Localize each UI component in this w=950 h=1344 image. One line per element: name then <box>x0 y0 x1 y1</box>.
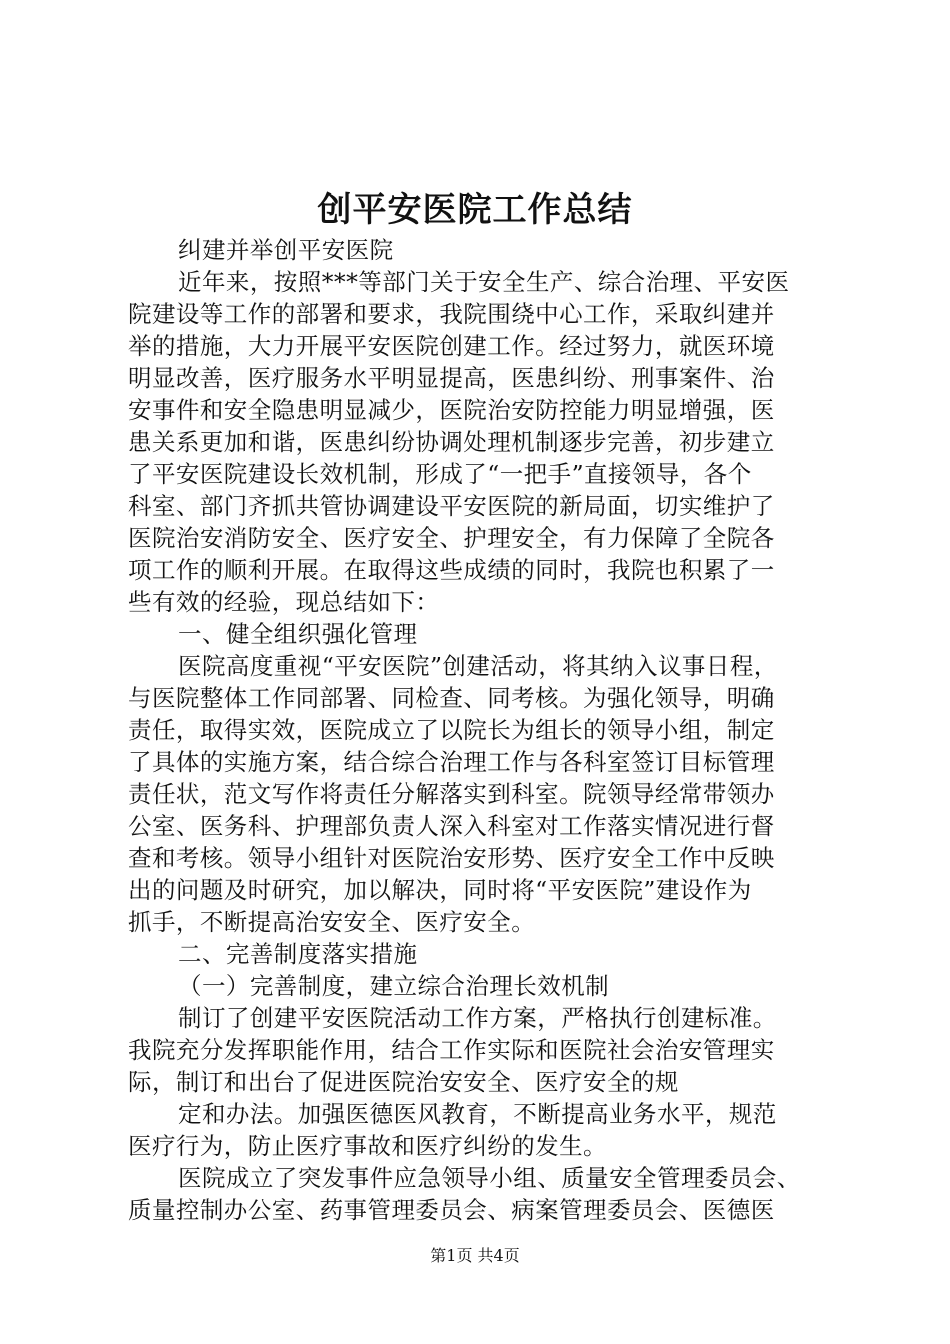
text-line: 质量控制办公室、药事管理委员会、病案管理委员会、医德医 <box>128 1196 775 1224</box>
subsection-heading: （一）完善制度，建立综合治理长效机制 <box>178 972 610 1000</box>
text-line: 患关系更加和谐，医患纠纷协调处理机制逐步完善，初步建立 <box>128 428 775 456</box>
page-footer: 第1页 共4页 <box>430 1246 520 1265</box>
text-line: 了具体的实施方案，结合综合治理工作与各科室签订目标管理 <box>128 748 775 776</box>
text-line: 举的措施，大力开展平安医院创建工作。经过努力，就医环境 <box>128 332 775 360</box>
text-line: 制订了创建平安医院活动工作方案，严格执行创建标准。 <box>178 1004 777 1032</box>
text-line: 我院充分发挥职能作用，结合工作实际和医院社会治安管理实 <box>128 1036 775 1064</box>
text-line: 些有效的经验，现总结如下： <box>128 588 440 616</box>
text-line: 定和办法。加强医德医风教育，不断提高业务水平，规范 <box>178 1100 777 1128</box>
text-line: 了平安医院建设长效机制，形成了“一把手”直接领导，各个 <box>128 460 752 488</box>
text-line: 责任状，范文写作将责任分解落实到科室。院领导经常带领办 <box>128 780 775 808</box>
text-line: 明显改善，医疗服务水平明显提高，医患纠纷、刑事案件、治 <box>128 364 775 392</box>
text-line: 近年来，按照***等部门关于安全生产、综合治理、平安医 <box>178 268 790 296</box>
text-line: 医疗行为，防止医疗事故和医疗纠纷的发生。 <box>128 1132 607 1160</box>
text-line: 公室、医务科、护理部负责人深入科室对工作落实情况进行督 <box>128 812 775 840</box>
text-line: 查和考核。领导小组针对医院治安形势、医疗安全工作中反映 <box>128 844 775 872</box>
document-title: 创平安医院工作总结 <box>317 190 633 230</box>
text-line: 与医院整体工作同部署、同检查、同考核。为强化领导，明确 <box>128 684 775 712</box>
text-line: 抓手，不断提高治安安全、医疗安全。 <box>128 908 536 936</box>
text-line: 责任，取得实效，医院成立了以院长为组长的领导小组，制定 <box>128 716 775 744</box>
text-line: 科室、部门齐抓共管协调建设平安医院的新局面，切实维护了 <box>128 492 775 520</box>
text-line: 纠建并举创平安医院 <box>178 236 394 264</box>
text-line: 医院治安消防安全、医疗安全、护理安全，有力保障了全院各 <box>128 524 775 552</box>
text-line: 项工作的顺利开展。在取得这些成绩的同时，我院也积累了一 <box>128 556 775 584</box>
text-line: 医院成立了突发事件应急领导小组、质量安全管理委员会、 <box>178 1164 801 1192</box>
document-body <box>128 234 828 1226</box>
section-heading: 二、完善制度落实措施 <box>178 940 418 968</box>
text-line: 医院高度重视“平安医院”创建活动，将其纳入议事日程， <box>178 652 778 680</box>
text-line: 安事件和安全隐患明显减少，医院治安防控能力明显增强，医 <box>128 396 775 424</box>
text-line: 院建设等工作的部署和要求，我院围绕中心工作，采取纠建并 <box>128 300 775 328</box>
section-heading: 一、健全组织强化管理 <box>178 620 418 648</box>
text-line: 出的问题及时研究，加以解决，同时将“平安医院”建设作为 <box>128 876 752 904</box>
text-line: 际，制订和出台了促进医院治安安全、医疗安全的规 <box>128 1068 679 1096</box>
